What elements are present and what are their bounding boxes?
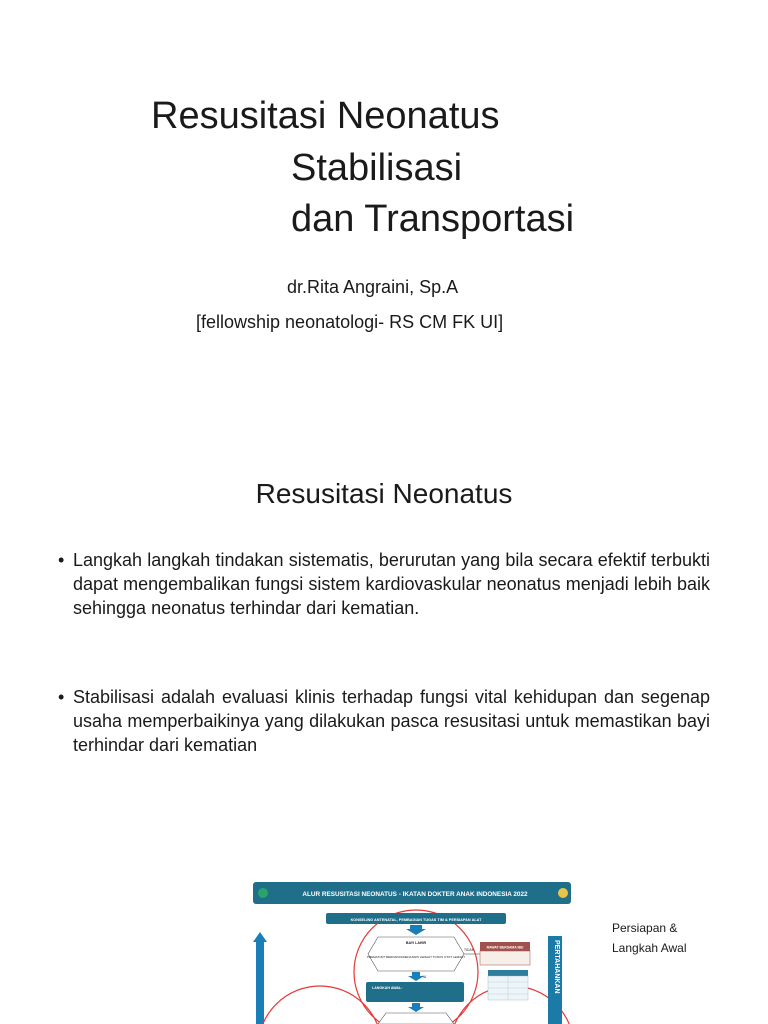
bullet-text: Stabilisasi adalah evaluasi klinis terhadap fungsi vital kehidupan dan segenap usaha memperbaikinya yang dilakukan pasca resusitasi untuk memastikan bayi terhindar dari kematian bbox=[73, 687, 710, 755]
bullet-item bbox=[58, 685, 710, 757]
diagram-caption: Persiapan & Langkah Awal bbox=[612, 921, 687, 955]
bullet-marker: • bbox=[58, 687, 65, 707]
konseling-label: KONSELING ANTENATAL, PEMBAGIAN TUGAS TIM & PERSIAPAN ALAT bbox=[350, 918, 482, 922]
spo2-target-table bbox=[488, 970, 528, 1000]
diagram-title: ALUR RESUSITASI NEONATUS - IKATAN DOKTER ANAK INDONESIA 2022 bbox=[302, 891, 528, 898]
main-title-line-1: Resusitasi Neonatus bbox=[151, 95, 500, 137]
prematur-label: PREMATUR? BERNAPAS/MENANGIS LEMAH? TONUS OTOT LEMAH? bbox=[366, 955, 466, 959]
rawat-bersama-body bbox=[480, 951, 530, 965]
bullet-marker: • bbox=[58, 550, 65, 570]
bullet-text: Langkah langkah tindakan sistematis, berurutan yang bila secara efektif terbukti dapat mengembalikan fungsi sistem kardiovaskular neonatus menjadi lebih baik sehingga neonatus terhindar dari kematian. bbox=[73, 550, 710, 618]
langkah-awal-box bbox=[366, 982, 464, 1002]
author-name: dr.Rita Angraini, Sp.A bbox=[287, 277, 459, 297]
rawat-bersama-label: RAWAT BERSAMA IBU bbox=[486, 945, 524, 950]
resuscitation-flowchart bbox=[250, 880, 578, 1024]
bullet-item bbox=[58, 548, 710, 620]
tidak-label: TIDAK bbox=[464, 948, 474, 952]
section-title: Resusitasi Neonatus bbox=[255, 478, 513, 509]
emblem-icon bbox=[558, 888, 568, 898]
langkah-awal-label: LANGKAH AWAL: bbox=[372, 986, 403, 990]
idai-logo-icon bbox=[258, 888, 268, 898]
ya-label: YA bbox=[422, 975, 427, 979]
next-step-box bbox=[378, 1013, 454, 1024]
bayi-lahir-label: BAYI LAHIR bbox=[405, 941, 427, 945]
pertahankan-label: PERTAHANKAN bbox=[553, 940, 560, 994]
main-title-line-3: dan Transportasi bbox=[291, 198, 575, 240]
main-title-line-2: Stabilisasi bbox=[291, 147, 463, 189]
author-affiliation: [fellowship neonatologi- RS CM FK UI] bbox=[196, 312, 504, 332]
